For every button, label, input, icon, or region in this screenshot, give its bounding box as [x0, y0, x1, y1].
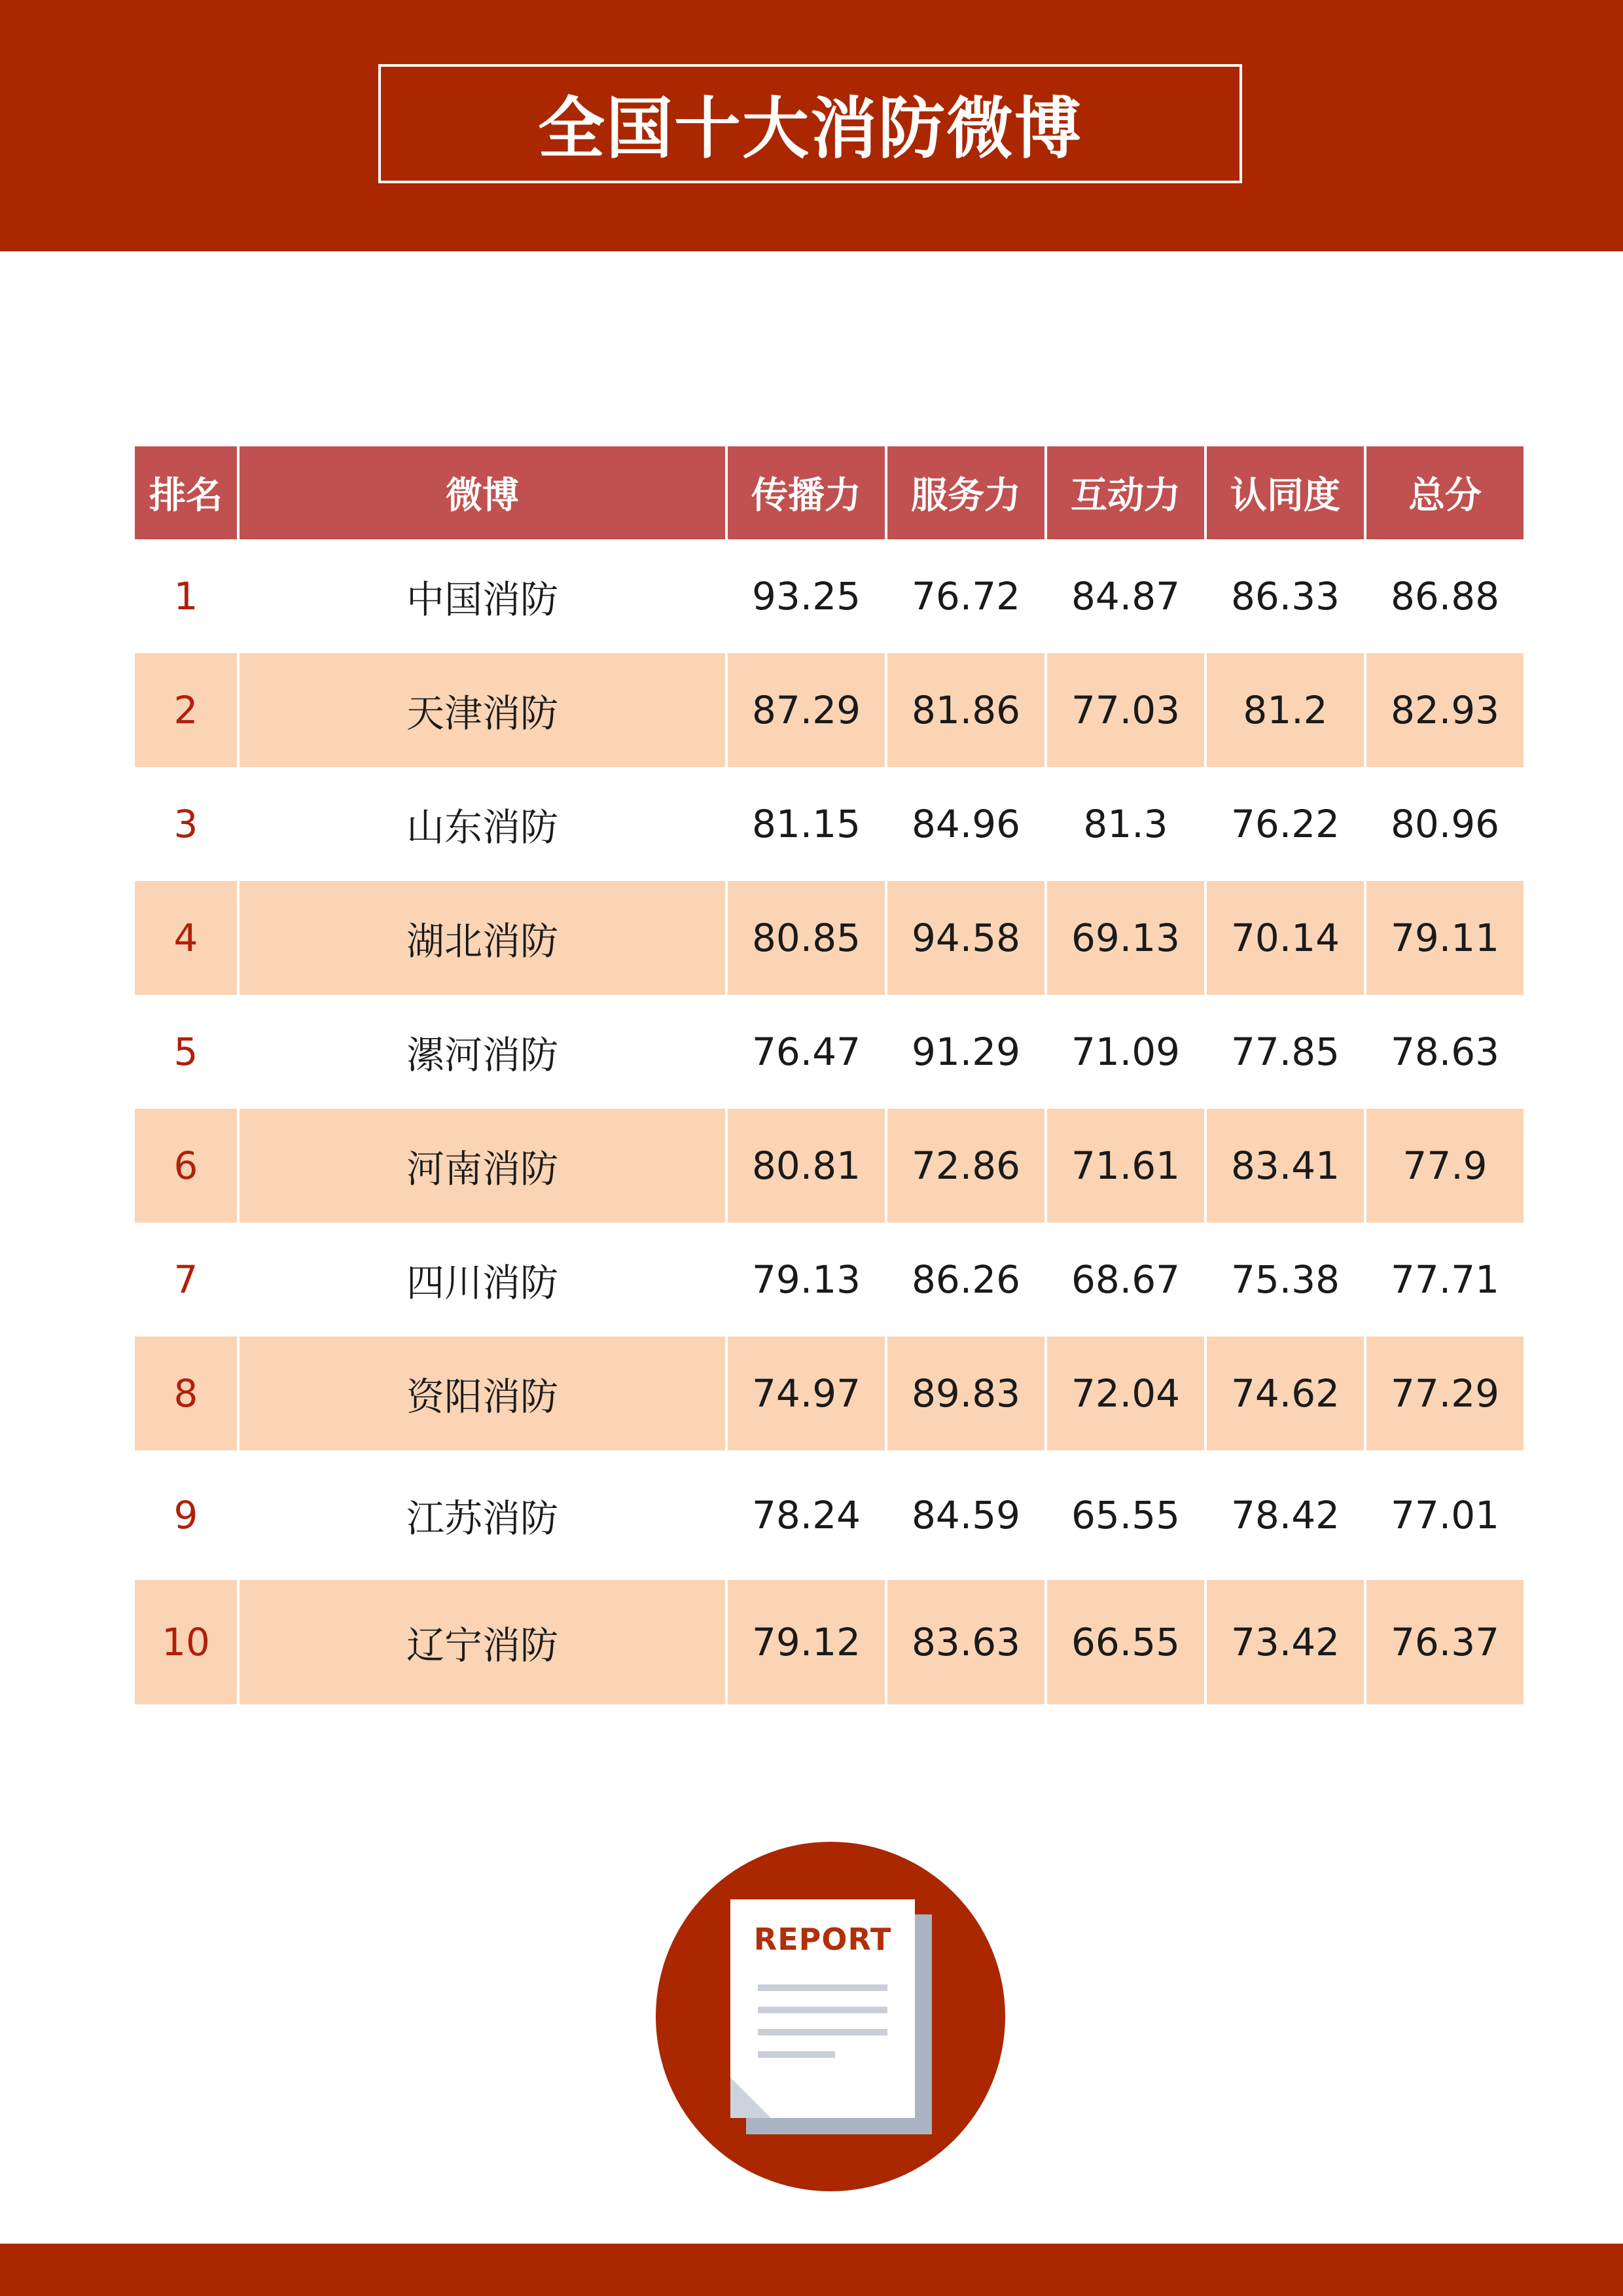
total-cell: 79.11: [1366, 881, 1524, 995]
table-row: [135, 1580, 1524, 1704]
top-banner: [0, 0, 1623, 251]
weibo-name-cell: 资阳消防: [240, 1336, 725, 1450]
total-cell: 78.63: [1366, 995, 1524, 1109]
rank-cell: 1: [135, 539, 237, 653]
total-cell: 82.93: [1366, 653, 1524, 767]
service-cell: 81.86: [887, 653, 1044, 767]
column-header-interact: 互动力: [1047, 446, 1204, 539]
interact-cell: 71.61: [1047, 1109, 1204, 1223]
weibo-name-cell: 湖北消防: [240, 881, 725, 995]
table-row: [135, 767, 1524, 881]
rank-cell: 5: [135, 995, 237, 1109]
spread-cell: 79.12: [728, 1580, 885, 1704]
table-row: [135, 1336, 1524, 1450]
service-cell: 76.72: [887, 539, 1044, 653]
rank-cell: 9: [135, 1450, 237, 1580]
interact-cell: 72.04: [1047, 1336, 1204, 1450]
total-cell: 77.71: [1366, 1223, 1524, 1336]
column-header-rank: 排名: [135, 446, 237, 539]
spread-cell: 78.24: [728, 1450, 885, 1580]
report-text-line: [758, 1984, 887, 1991]
recognition-cell: 73.42: [1207, 1580, 1364, 1704]
interact-cell: 77.03: [1047, 653, 1204, 767]
interact-cell: 81.3: [1047, 767, 1204, 881]
interact-cell: 69.13: [1047, 881, 1204, 995]
column-header-weibo: 微博: [240, 446, 725, 539]
report-text-line: [758, 2051, 835, 2058]
rank-cell: 3: [135, 767, 237, 881]
recognition-cell: 76.22: [1207, 767, 1364, 881]
bottom-bar: [0, 2244, 1623, 2296]
service-cell: 91.29: [887, 995, 1044, 1109]
column-header-service: 服务力: [887, 446, 1044, 539]
column-header-recognition: 认同度: [1207, 446, 1364, 539]
recognition-cell: 77.85: [1207, 995, 1364, 1109]
spread-cell: 81.15: [728, 767, 885, 881]
spread-cell: 80.85: [728, 881, 885, 995]
report-label: REPORT: [753, 1922, 892, 1957]
rank-cell: 8: [135, 1336, 237, 1450]
table-row: [135, 1223, 1524, 1336]
report-text-line: [758, 2029, 887, 2036]
weibo-name-cell: 河南消防: [240, 1109, 725, 1223]
recognition-cell: 78.42: [1207, 1450, 1364, 1580]
spread-cell: 87.29: [728, 653, 885, 767]
table-row: [135, 539, 1524, 653]
weibo-name-cell: 山东消防: [240, 767, 725, 881]
page-title: 全国十大消防微博: [378, 64, 1242, 183]
rank-cell: 10: [135, 1580, 237, 1704]
column-header-spread: 传播力: [728, 446, 885, 539]
spread-cell: 76.47: [728, 995, 885, 1109]
total-cell: 76.37: [1366, 1580, 1524, 1704]
weibo-name-cell: 漯河消防: [240, 995, 725, 1109]
service-cell: 84.59: [887, 1450, 1044, 1580]
service-cell: 89.83: [887, 1336, 1044, 1450]
spread-cell: 79.13: [728, 1223, 885, 1336]
rank-cell: 4: [135, 881, 237, 995]
recognition-cell: 75.38: [1207, 1223, 1364, 1336]
table-row: [135, 1450, 1524, 1580]
spread-cell: 80.81: [728, 1109, 885, 1223]
rank-cell: 7: [135, 1223, 237, 1336]
spread-cell: 74.97: [728, 1336, 885, 1450]
weibo-name-cell: 江苏消防: [240, 1450, 725, 1580]
weibo-name-cell: 天津消防: [240, 653, 725, 767]
recognition-cell: 74.62: [1207, 1336, 1364, 1450]
rank-cell: 6: [135, 1109, 237, 1223]
interact-cell: 65.55: [1047, 1450, 1204, 1580]
service-cell: 72.86: [887, 1109, 1044, 1223]
recognition-cell: 81.2: [1207, 653, 1364, 767]
total-cell: 77.01: [1366, 1450, 1524, 1580]
spread-cell: 93.25: [728, 539, 885, 653]
weibo-name-cell: 四川消防: [240, 1223, 725, 1336]
recognition-cell: 83.41: [1207, 1109, 1364, 1223]
total-cell: 80.96: [1366, 767, 1524, 881]
table-row: [135, 995, 1524, 1109]
interact-cell: 66.55: [1047, 1580, 1204, 1704]
table-row: [135, 653, 1524, 767]
total-cell: 77.29: [1366, 1336, 1524, 1450]
interact-cell: 71.09: [1047, 995, 1204, 1109]
weibo-name-cell: 中国消防: [240, 539, 725, 653]
report-paper: [730, 1899, 915, 2118]
table-header-row: [135, 446, 1524, 539]
recognition-cell: 86.33: [1207, 539, 1364, 653]
report-text-line: [758, 2007, 887, 2013]
total-cell: 86.88: [1366, 539, 1524, 653]
table-row: [135, 1109, 1524, 1223]
service-cell: 84.96: [887, 767, 1044, 881]
column-header-total: 总分: [1366, 446, 1524, 539]
rank-cell: 2: [135, 653, 237, 767]
page-fold-icon: [730, 2077, 771, 2118]
table-row: [135, 881, 1524, 995]
service-cell: 83.63: [887, 1580, 1044, 1704]
recognition-cell: 70.14: [1207, 881, 1364, 995]
total-cell: 77.9: [1366, 1109, 1524, 1223]
ranking-table: [132, 446, 1526, 1704]
service-cell: 86.26: [887, 1223, 1044, 1336]
interact-cell: 68.67: [1047, 1223, 1204, 1336]
service-cell: 94.58: [887, 881, 1044, 995]
weibo-name-cell: 辽宁消防: [240, 1580, 725, 1704]
interact-cell: 84.87: [1047, 539, 1204, 653]
